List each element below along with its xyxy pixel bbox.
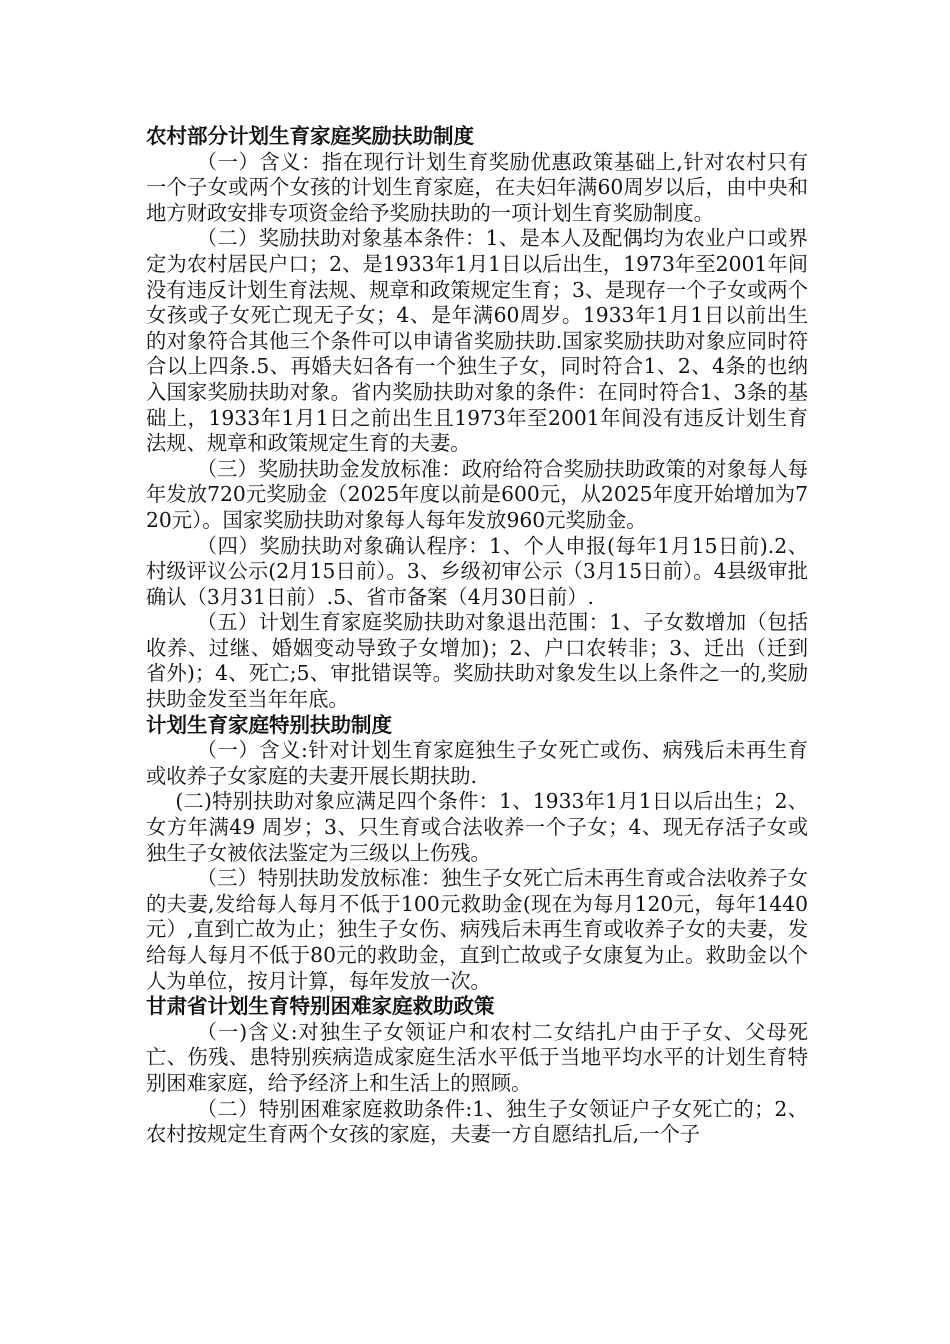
paragraph-special-standard: （三）特别扶助发放标准：独生子女死亡后未再生育或合法收养子女的夫妻,发给每人每月不低于100元救助金(现在为每月120元，每年1440元）,直到亡故为止；独生子女伤、病残后未再生育或收养子女的夫妻，发给每人每月不低于80元的救助金，直到亡故或子女康复为止。救助金以个人为单位，按月计算，每年发放一次。 — [146, 866, 808, 993]
section-title-rural-reward: 农村部分计划生育家庭奖励扶助制度 — [146, 124, 474, 148]
section-title-special-support: 计划生育家庭特别扶助制度 — [146, 712, 392, 737]
paragraph-rural-standard: （三）奖励扶助金发放标准：政府给符合奖励扶助政策的对象每人每年发放720元奖励金（2025年度以前是600元，从2025年度开始增加为720元）。国家奖励扶助对象每人每年发放960元奖励金。 — [146, 456, 808, 532]
paragraph-rural-definition: （一）含义：指在现行计划生育奖励优惠政策基础上,针对农村只有一个子女或两个女孩的计划生育家庭，在夫妇年满60周岁以后，由中央和地方财政安排专项资金给予奖励扶助的一项计划生育奖励制度。 — [146, 149, 808, 225]
paragraph-rural-procedure: （四）奖励扶助对象确认程序：1、个人申报(每年1月15日前).2、村级评议公示(2月15日前）。3、乡级初审公示（3月15日前）。4县级审批确认（3月31日前）.5、省市备案（4月30日前）. — [146, 533, 808, 609]
paragraph-special-definition: （一）含义:针对计划生育家庭独生子女死亡或伤、病残后未再生育或收养子女家庭的夫妻开展长期扶助. — [146, 738, 808, 788]
paragraph-gansu-conditions: （二）特别困难家庭救助条件:1、独生子女领证户子女死亡的；2、农村按规定生育两个女孩的家庭，夫妻一方自愿结扎后,一个子 — [146, 1096, 808, 1147]
section-title-gansu-assistance: 甘肃省计划生育特别困难家庭救助政策 — [146, 994, 495, 1019]
paragraph-special-conditions: (二)特别扶助对象应满足四个条件：1、1933年1月1日以后出生；2、女方年满49 周岁；3、只生育或合法收养一个子女；4、现无存活子女或独生子女被依法鉴定为三级以上伤残。 — [146, 789, 808, 865]
paragraph-rural-conditions: （二）奖励扶助对象基本条件：1、是本人及配偶均为农业户口或界定为农村居民户口；2、是1933年1月1日以后出生，1973年至2001年间没有违反计划生育法规、规章和政策规定生育；3、是现存一个子女或两个女孩或子女死亡现无子女；4、是年满60周岁。1933年1月1日以前出生的对象符合其他三个条件可以申请省奖励扶助.国家奖励扶助对象应同时符合以上四条.5、再婚夫妇各有一个独生子女，同时符合1、2、4条的也纳入国家奖励扶助对象。省内奖励扶助对象的条件：在同时符合1、3条的基础上，1933年1月1日之前出生且1973年至2001年间没有违反计划生育法规、规章和政策规定生育的夫妻。 — [146, 226, 808, 456]
paragraph-rural-exit: （五）计划生育家庭奖励扶助对象退出范围：1、子女数增加（包括收养、过继、婚姻变动导致子女增加)；2、户口农转非；3、迁出（迁到省外)；4、死亡;5、审批错误等。奖励扶助对象发生以上条件之一的,奖励扶助金发至当年年底。 — [146, 610, 808, 712]
paragraph-gansu-definition: （一)含义:对独生子女领证户和农村二女结扎户由于子女、父母死亡、伤残、患特别疾病造成家庭生活水平低于当地平均水平的计划生育特别困难家庭，给予经济上和生活上的照顾。 — [146, 1019, 808, 1095]
document-page — [146, 124, 808, 1148]
